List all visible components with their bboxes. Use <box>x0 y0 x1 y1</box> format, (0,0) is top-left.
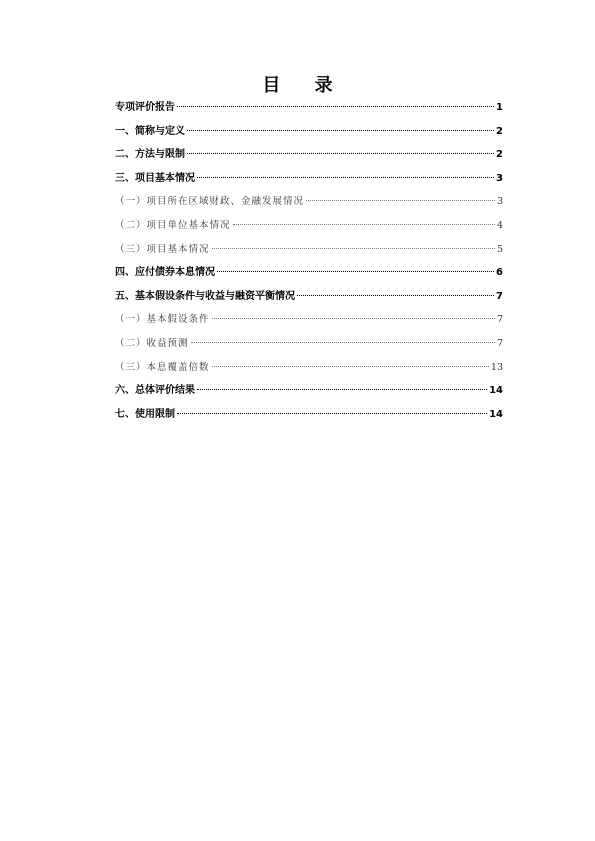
toc-page-number: 1 <box>496 102 503 113</box>
toc-page-number: 7 <box>496 290 503 302</box>
toc-page-number: 3 <box>496 172 503 184</box>
toc-subentry[interactable] <box>115 356 503 380</box>
toc-entry-label: 五、基本假设条件与收益与融资平衡情况 <box>115 290 295 302</box>
toc-entry[interactable] <box>115 261 503 285</box>
toc-dot-leader <box>297 295 494 296</box>
toc-entry-label: 六、总体评价结果 <box>115 385 195 397</box>
toc-page-number: 2 <box>496 149 503 161</box>
toc-page-number: 4 <box>496 219 503 231</box>
toc-dot-leader <box>187 130 494 131</box>
toc-entry-label: （三）本息覆盖倍数 <box>115 361 210 373</box>
toc-entry[interactable] <box>115 403 503 427</box>
toc-dot-leader <box>177 106 494 107</box>
toc-subentry[interactable] <box>115 190 503 214</box>
toc-dot-leader <box>187 153 494 154</box>
toc-entry-label: 七、使用限制 <box>115 408 175 420</box>
toc-entry[interactable] <box>115 379 503 403</box>
toc-dot-leader <box>191 342 495 343</box>
toc-page-number: 14 <box>489 385 503 397</box>
toc-page-number: 6 <box>496 267 503 279</box>
toc-subentry[interactable] <box>115 308 503 332</box>
toc-entry-label: 一、简称与定义 <box>115 125 185 137</box>
toc-entry[interactable] <box>115 120 503 144</box>
toc-dot-leader <box>212 366 489 367</box>
toc-subentry[interactable] <box>115 214 503 238</box>
toc-page-number: 2 <box>496 125 503 137</box>
toc-entry[interactable] <box>115 143 503 167</box>
toc-entry[interactable] <box>115 96 503 120</box>
toc-entry-label: 三、项目基本情况 <box>115 172 195 184</box>
toc-dot-leader <box>177 413 487 414</box>
toc-page-number: 3 <box>496 196 503 208</box>
toc-page-number: 14 <box>489 408 503 420</box>
toc-entry-label: 专项评价报告 <box>115 102 175 113</box>
toc-dot-leader <box>212 318 495 319</box>
toc-page-number: 7 <box>496 314 503 326</box>
toc-entry[interactable] <box>115 167 503 191</box>
toc-dot-leader <box>233 224 495 225</box>
toc-subentry[interactable] <box>115 332 503 356</box>
page-title: 目 录 <box>262 75 347 96</box>
toc-page-number: 7 <box>496 337 503 349</box>
toc-subentry[interactable] <box>115 238 503 262</box>
toc-dot-leader <box>306 200 495 201</box>
toc-entry-label: （二）项目单位基本情况 <box>115 219 231 231</box>
toc-entry-label: 四、应付债券本息情况 <box>115 267 215 279</box>
toc-dot-leader <box>212 248 495 249</box>
toc-dot-leader <box>197 389 487 390</box>
toc-entry[interactable] <box>115 285 503 309</box>
toc-page-number: 5 <box>496 243 503 255</box>
toc-entry-label: （二）收益预测 <box>115 337 189 349</box>
toc-entry-label: （一）基本假设条件 <box>115 314 210 326</box>
toc-entry-label: （三）项目基本情况 <box>115 243 210 255</box>
toc-entry-label: 二、方法与限制 <box>115 149 185 161</box>
table-of-contents <box>115 96 503 426</box>
toc-entry-label: （一）项目所在区域财政、金融发展情况 <box>115 196 305 208</box>
toc-page-number: 13 <box>490 361 503 373</box>
toc-dot-leader <box>217 271 494 272</box>
toc-dot-leader <box>197 177 494 178</box>
